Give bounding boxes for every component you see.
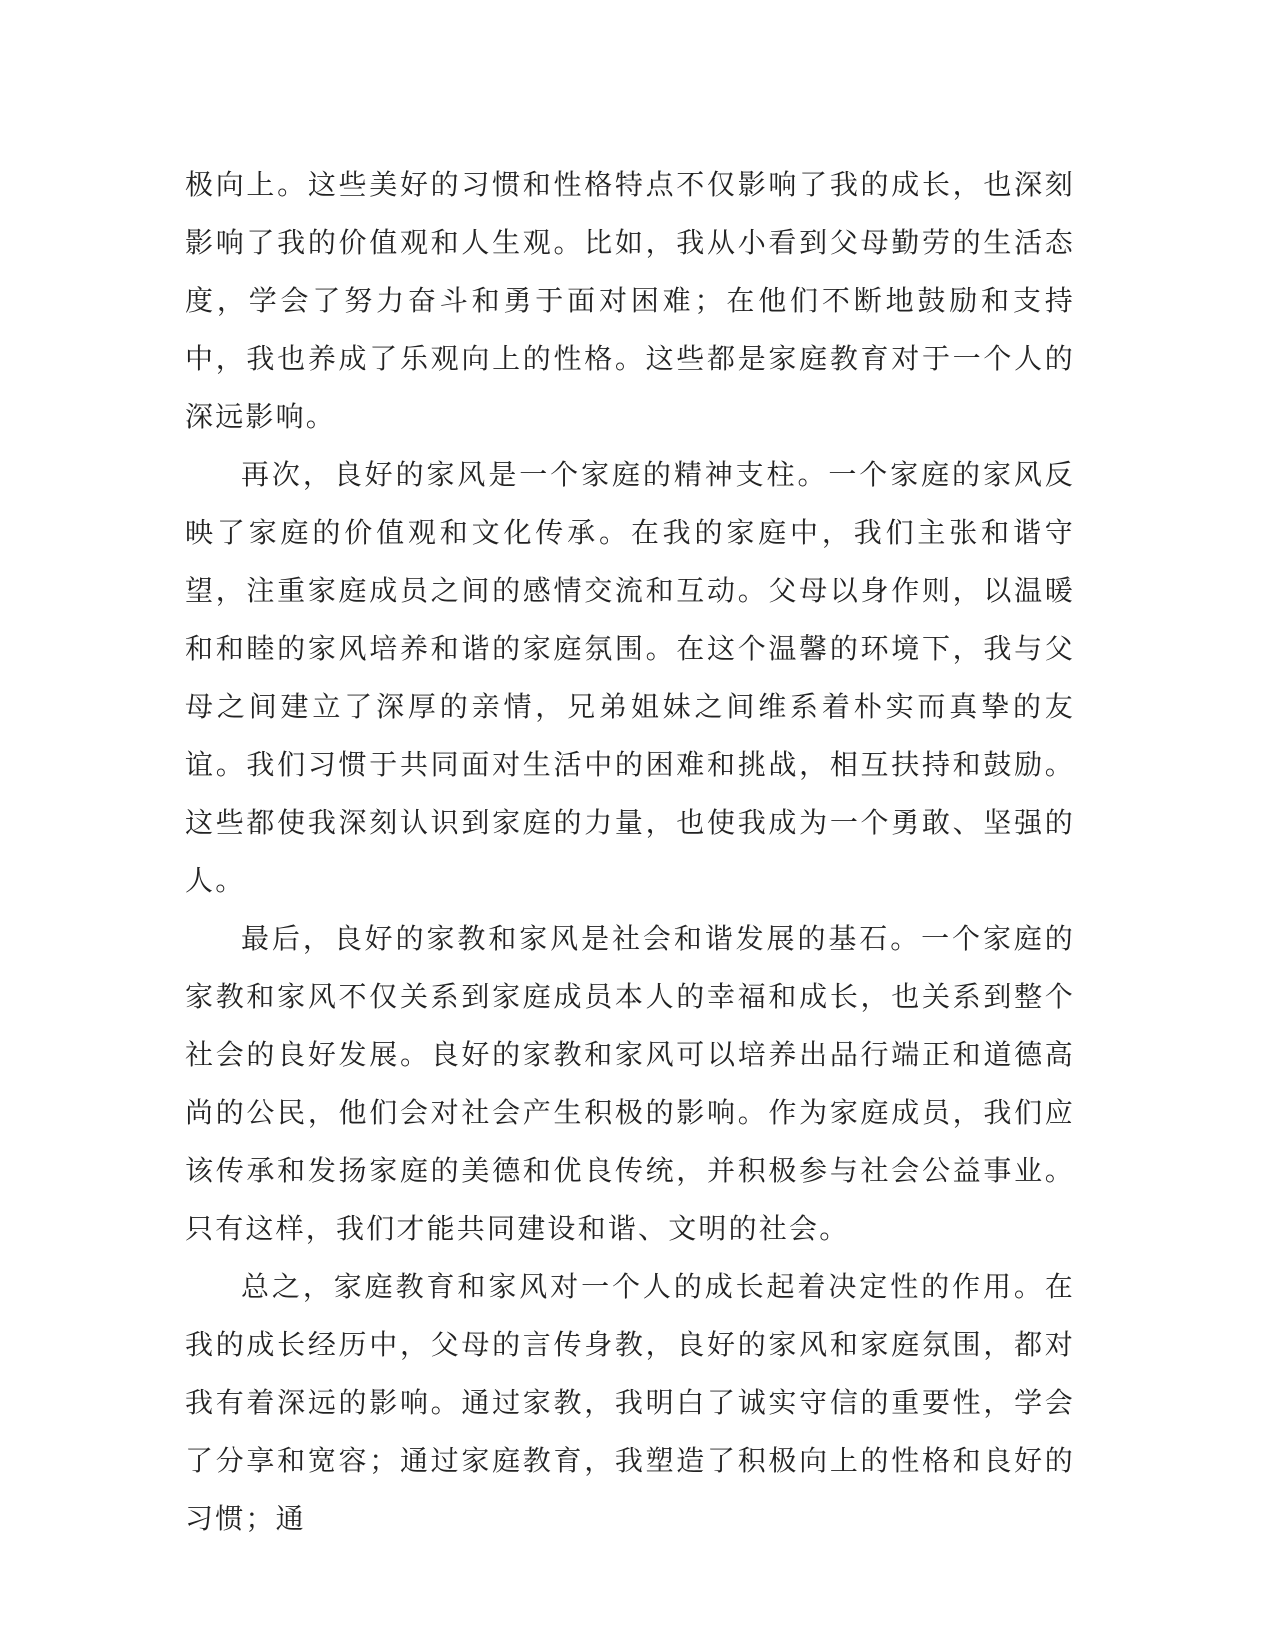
paragraph-1: 极向上。这些美好的习惯和性格特点不仅影响了我的成长，也深刻影响了我的价值观和人生观。比如，我从小看到父母勤劳的生活态度，学会了努力奋斗和勇于面对困难；在他们不断地鼓励和支持中，我也养成了乐观向上的性格。这些都是家庭教育对于一个人的深远影响。 [185,168,1075,433]
paragraph-3: 最后，良好的家教和家风是社会和谐发展的基石。一个家庭的家教和家风不仅关系到家庭成员本人的幸福和成长，也关系到整个社会的良好发展。良好的家教和家风可以培养出品行端正和道德高尚的公民，他们会对社会产生积极的影响。作为家庭成员，我们应该传承和发扬家庭的美德和优良传统，并积极参与社会公益事业。只有这样，我们才能共同建设和谐、文明的社会。 [185,922,1075,1245]
paragraph-4: 总之，家庭教育和家风对一个人的成长起着决定性的作用。在我的成长经历中，父母的言传身教，良好的家风和家庭氛围，都对我有着深远的影响。通过家教，我明白了诚实守信的重要性，学会了分享和宽容；通过家庭教育，我塑造了积极向上的性格和良好的习惯；通 [185,1270,1075,1535]
paragraph-2: 再次，良好的家风是一个家庭的精神支柱。一个家庭的家风反映了家庭的价值观和文化传承。在我的家庭中，我们主张和谐守望，注重家庭成员之间的感情交流和互动。父母以身作则，以温暖和和睦的家风培养和谐的家庭氛围。在这个温馨的环境下，我与父母之间建立了深厚的亲情，兄弟姐妹之间维系着朴实而真挚的友谊。我们习惯于共同面对生活中的困难和挑战，相互扶持和鼓励。这些都使我深刻认识到家庭的力量，也使我成为一个勇敢、坚强的人。 [185,458,1075,897]
body-text [185,156,1075,1548]
